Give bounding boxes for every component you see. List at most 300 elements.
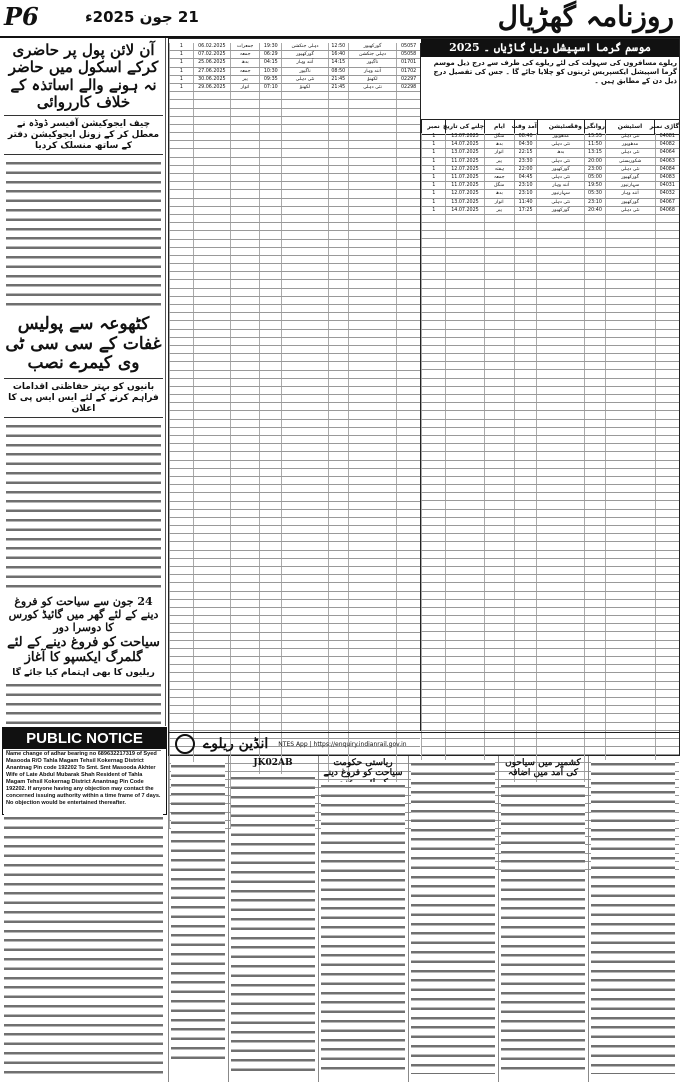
timetable-cell (396, 502, 420, 509)
timetable-row (169, 616, 420, 624)
timetable-cell (536, 428, 584, 435)
timetable-row (421, 690, 679, 698)
timetable-cell (259, 395, 281, 402)
timetable-cell (169, 92, 193, 99)
timetable-cell (259, 362, 281, 369)
timetable-cell (655, 321, 679, 328)
timetable-cell (193, 92, 230, 99)
timetable-cell (328, 592, 348, 599)
timetable-cell (348, 133, 396, 140)
timetable-cell (193, 682, 230, 689)
timetable-cell (484, 583, 514, 590)
timetable-cell (281, 272, 328, 279)
timetable-row (169, 403, 420, 411)
timetable-cell (230, 559, 259, 566)
timetable-row (169, 141, 420, 149)
timetable-cell (328, 452, 348, 459)
timetable-cell: 13.07.2025 (445, 133, 483, 140)
timetable-cell (328, 411, 348, 418)
timetable-cell (259, 641, 281, 648)
timetable-cell (396, 125, 420, 132)
timetable-cell (584, 616, 605, 623)
timetable-cell (193, 403, 230, 410)
timetable-cell: لکھنؤ (348, 76, 396, 83)
timetable-cell (348, 371, 396, 378)
timetable-cell (396, 534, 420, 541)
timetable-cell (281, 698, 328, 705)
timetable-cell (169, 551, 193, 558)
timetable-row (169, 641, 420, 649)
timetable-cell (281, 477, 328, 484)
timetable-cell (514, 436, 536, 443)
timetable-cell (584, 575, 605, 582)
timetable-cell (484, 551, 514, 558)
timetable-rows-left (169, 43, 421, 731)
timetable-cell (230, 461, 259, 468)
timetable-cell (605, 297, 655, 304)
timetable-row (169, 502, 420, 510)
timetable-cell (421, 510, 445, 517)
timetable-cell (514, 346, 536, 353)
public-notice-title: PUBLIC NOTICE (3, 728, 166, 749)
timetable-cell: 04067 (655, 199, 679, 206)
timetable-cell (259, 100, 281, 107)
timetable-cell (655, 567, 679, 574)
issue-date: 21 جون 2025ء (85, 8, 199, 26)
timetable-row (169, 690, 420, 698)
timetable-cell (421, 616, 445, 623)
timetable-row (421, 461, 679, 469)
timetable-cell (655, 706, 679, 713)
page-number: P6 (4, 2, 39, 31)
timetable-cell (348, 354, 396, 361)
timetable-cell (484, 305, 514, 312)
timetable-cell (484, 256, 514, 263)
timetable-cell: اتوار (484, 199, 514, 206)
timetable-cell (259, 231, 281, 238)
timetable-cell (584, 411, 605, 418)
timetable-row (421, 698, 679, 706)
timetable-row (421, 559, 679, 567)
timetable-cell (484, 714, 514, 721)
timetable-cell (230, 321, 259, 328)
timetable-cell (584, 428, 605, 435)
timetable-cell (396, 714, 420, 721)
timetable-cell (445, 575, 483, 582)
timetable-cell (348, 321, 396, 328)
story3-headline: 24 جون سے سیاحت کو فروغ دینے کے لئے گھر میں گائیڈ کورس کا دوسرا دور (8, 595, 159, 634)
timetable-cell (193, 551, 230, 558)
timetable-cell (230, 518, 259, 525)
timetable-cell (536, 387, 584, 394)
timetable-cell (445, 682, 483, 689)
timetable-cell (169, 387, 193, 394)
timetable-cell (605, 264, 655, 271)
timetable-cell (484, 239, 514, 246)
timetable-cell (169, 624, 193, 631)
timetable-cell (655, 690, 679, 697)
timetable-cell (193, 633, 230, 640)
timetable-cell (655, 608, 679, 615)
timetable-row (421, 526, 679, 534)
timetable-cell (445, 411, 483, 418)
timetable-cell (445, 428, 483, 435)
timetable-cell (193, 379, 230, 386)
timetable-cell (421, 452, 445, 459)
timetable-cell (281, 109, 328, 116)
timetable-cell (193, 133, 230, 140)
timetable-cell: 1 (421, 158, 445, 165)
timetable-cell (230, 387, 259, 394)
timetable-cell (655, 682, 679, 689)
timetable-cell (514, 690, 536, 697)
timetable-cell (396, 436, 420, 443)
timetable-cell (193, 141, 230, 148)
timetable-cell (421, 641, 445, 648)
timetable-cell (230, 673, 259, 680)
timetable-cell: 04068 (655, 207, 679, 214)
timetable-cell (396, 207, 420, 214)
timetable-cell (193, 330, 230, 337)
timetable-cell (193, 354, 230, 361)
timetable-cell (655, 477, 679, 484)
timetable-cell (584, 256, 605, 263)
timetable-cell (259, 289, 281, 296)
timetable-cell (396, 518, 420, 525)
timetable-cell (584, 673, 605, 680)
timetable-cell (445, 551, 483, 558)
timetable-cell (281, 502, 328, 509)
timetable-row (169, 665, 420, 673)
timetable-row (421, 673, 679, 681)
timetable-cell (484, 624, 514, 631)
timetable-cell (584, 592, 605, 599)
timetable-cell (348, 264, 396, 271)
timetable-cell: 30.06.2025 (193, 76, 230, 83)
timetable-cell (484, 370, 514, 377)
timetable-cell (259, 551, 281, 558)
timetable-cell (328, 633, 348, 640)
timetable-cell (655, 542, 679, 549)
timetable-row (169, 387, 420, 395)
timetable-cell (169, 100, 193, 107)
timetable-row (421, 534, 679, 542)
timetable-cell (348, 633, 396, 640)
timetable-cell (230, 608, 259, 615)
timetable-cell (281, 395, 328, 402)
timetable-row (421, 600, 679, 608)
timetable-cell (230, 624, 259, 631)
timetable-cell (484, 641, 514, 648)
timetable-cell (230, 723, 259, 730)
timetable-cell (396, 338, 420, 345)
timetable-cell (193, 387, 230, 394)
timetable-cell (169, 354, 193, 361)
timetable-cell (584, 485, 605, 492)
timetable-cell (584, 493, 605, 500)
timetable-cell (536, 436, 584, 443)
timetable-cell: 14:15 (328, 59, 348, 66)
timetable-cell (281, 665, 328, 672)
timetable-cell (230, 190, 259, 197)
timetable-cell (421, 395, 445, 402)
timetable-row (169, 485, 420, 493)
timetable-cell: 15:55 (584, 133, 605, 140)
timetable-row (169, 551, 420, 559)
timetable-cell: 04084 (655, 166, 679, 173)
timetable-cell (396, 371, 420, 378)
timetable-cell (281, 321, 328, 328)
timetable-cell (193, 526, 230, 533)
timetable-cell (259, 305, 281, 312)
timetable-cell (445, 485, 483, 492)
timetable-cell: 19:50 (584, 182, 605, 189)
timetable-cell (396, 321, 420, 328)
timetable-cell: آنند وہار (281, 59, 328, 66)
timetable-cell (169, 411, 193, 418)
timetable-cell: منگل (484, 133, 514, 140)
timetable-cell (484, 321, 514, 328)
timetable-cell (655, 223, 679, 230)
timetable-cell (484, 723, 514, 730)
timetable-heading: موسم گرما اسپیشل ریل گاڑیاں ۔ 2025 (421, 39, 679, 57)
timetable-cell (193, 493, 230, 500)
timetable-cell (605, 608, 655, 615)
timetable-cell (348, 690, 396, 697)
timetable-cell (193, 649, 230, 656)
timetable-cell (193, 690, 230, 697)
timetable-cell (259, 559, 281, 566)
timetable-cell (328, 379, 348, 386)
timetable-cell (259, 502, 281, 509)
timetable-cell: 12.07.2025 (445, 166, 483, 173)
timetable-cell (484, 403, 514, 410)
timetable-cell (281, 575, 328, 582)
timetable-row (421, 485, 679, 493)
bottom-left-column (2, 810, 165, 1082)
timetable-cell (348, 346, 396, 353)
timetable-cell: پیر (230, 76, 259, 83)
timetable-cell (230, 330, 259, 337)
timetable-cell (484, 608, 514, 615)
timetable-cell (230, 280, 259, 287)
timetable-cell (169, 477, 193, 484)
timetable-cell (584, 518, 605, 525)
column-header: ایام (484, 120, 514, 134)
timetable-cell (348, 387, 396, 394)
timetable-cell (328, 526, 348, 533)
timetable-cell (584, 444, 605, 451)
timetable-cell (230, 469, 259, 476)
timetable-cell (193, 641, 230, 648)
timetable-cell (584, 534, 605, 541)
timetable-cell (348, 248, 396, 255)
timetable-cell (169, 305, 193, 312)
timetable-cell (655, 239, 679, 246)
timetable-cell (584, 403, 605, 410)
timetable-cell (584, 461, 605, 468)
timetable-cell (230, 215, 259, 222)
timetable-row (421, 272, 679, 280)
timetable-cell (348, 592, 396, 599)
timetable-row (169, 493, 420, 501)
timetable-cell (514, 624, 536, 631)
timetable-cell (396, 493, 420, 500)
timetable-cell (421, 215, 445, 222)
timetable-cell (655, 632, 679, 639)
timetable-cell (605, 338, 655, 345)
timetable-cell: 11:40 (514, 199, 536, 206)
timetable-cell (445, 698, 483, 705)
timetable-cell (421, 518, 445, 525)
timetable-cell (445, 559, 483, 566)
timetable-cell (584, 477, 605, 484)
timetable-cell (169, 485, 193, 492)
timetable-cell (281, 248, 328, 255)
timetable-row (169, 723, 420, 731)
timetable-cell: 11.07.2025 (445, 174, 483, 181)
timetable-cell (348, 338, 396, 345)
timetable-cell (445, 714, 483, 721)
timetable-cell (584, 346, 605, 353)
timetable-cell (514, 657, 536, 664)
timetable-cell (536, 248, 584, 255)
timetable-cell (169, 330, 193, 337)
timetable-cell (396, 330, 420, 337)
timetable-cell (655, 501, 679, 508)
timetable-cell (605, 624, 655, 631)
timetable-cell (396, 583, 420, 590)
timetable-cell (328, 362, 348, 369)
timetable-cell: 11.07.2025 (445, 158, 483, 165)
timetable-cell (193, 706, 230, 713)
timetable-cell (281, 256, 328, 263)
timetable-cell (396, 264, 420, 271)
timetable-cell (193, 428, 230, 435)
timetable-cell (328, 682, 348, 689)
timetable-cell (445, 223, 483, 230)
timetable-row (421, 190, 679, 198)
timetable-cell (396, 673, 420, 680)
timetable-cell (484, 706, 514, 713)
timetable-cell (193, 338, 230, 345)
timetable-cell (348, 207, 396, 214)
timetable-cell (348, 272, 396, 279)
timetable-row (169, 240, 420, 248)
timetable-cell (484, 436, 514, 443)
timetable-row (169, 633, 420, 641)
timetable-cell (445, 264, 483, 271)
timetable-cell (230, 641, 259, 648)
timetable-cell (421, 379, 445, 386)
timetable-cell (169, 215, 193, 222)
timetable-cell (230, 240, 259, 247)
timetable-cell (584, 330, 605, 337)
timetable-cell (281, 231, 328, 238)
timetable-cell (259, 624, 281, 631)
timetable-cell (421, 649, 445, 656)
timetable-row (169, 84, 420, 92)
timetable-cell (514, 477, 536, 484)
timetable-cell (484, 379, 514, 386)
timetable-cell (230, 567, 259, 574)
timetable-cell (445, 338, 483, 345)
timetable-row (169, 420, 420, 428)
timetable-cell (421, 461, 445, 468)
timetable-cell (348, 436, 396, 443)
timetable-cell (281, 436, 328, 443)
timetable-cell (230, 485, 259, 492)
timetable-cell (348, 313, 396, 320)
timetable-cell (193, 256, 230, 263)
timetable-cell (328, 109, 348, 116)
timetable-cell: 11:50 (584, 141, 605, 148)
timetable-cell (514, 510, 536, 517)
timetable-cell (605, 714, 655, 721)
timetable-cell (193, 502, 230, 509)
timetable-cell (259, 723, 281, 730)
timetable-cell: 23:10 (514, 182, 536, 189)
timetable-cell (230, 272, 259, 279)
timetable-cell (396, 649, 420, 656)
timetable-cell (445, 452, 483, 459)
timetable-cell (328, 444, 348, 451)
timetable-cell (605, 641, 655, 648)
timetable-cell (169, 256, 193, 263)
timetable-cell (281, 215, 328, 222)
timetable-cell (421, 567, 445, 574)
timetable-cell (281, 542, 328, 549)
timetable-cell (348, 149, 396, 156)
timetable-row (421, 551, 679, 559)
timetable-cell (445, 354, 483, 361)
timetable-cell: مدھوپور (605, 141, 655, 148)
timetable-cell (445, 461, 483, 468)
timetable-cell: 12.07.2025 (445, 190, 483, 197)
timetable-cell: 21:45 (328, 76, 348, 83)
column-header: اسٹیشن (605, 120, 654, 134)
timetable-cell (348, 256, 396, 263)
timetable-cell (193, 272, 230, 279)
timetable-cell (328, 518, 348, 525)
timetable-cell (605, 649, 655, 656)
timetable-row (421, 330, 679, 338)
timetable-cell (484, 657, 514, 664)
timetable-cell (445, 239, 483, 246)
timetable-row (421, 158, 679, 166)
timetable-cell (445, 542, 483, 549)
timetable-cell (396, 149, 420, 156)
timetable-cell (193, 280, 230, 287)
timetable-cell: 04064 (655, 149, 679, 156)
timetable-cell: 07:10 (259, 84, 281, 91)
timetable-cell (348, 158, 396, 165)
bottom-left-text (4, 814, 163, 1078)
article-column (168, 756, 227, 1082)
timetable-row (421, 338, 679, 346)
timetable-cell (396, 682, 420, 689)
timetable-cell (605, 223, 655, 230)
timetable-cell (348, 428, 396, 435)
timetable-cell (230, 698, 259, 705)
timetable-cell (396, 575, 420, 582)
timetable-cell (348, 199, 396, 206)
timetable-row (421, 469, 679, 477)
timetable-cell (445, 493, 483, 500)
timetable-row (421, 608, 679, 616)
timetable-cell (328, 166, 348, 173)
timetable-cell (348, 583, 396, 590)
